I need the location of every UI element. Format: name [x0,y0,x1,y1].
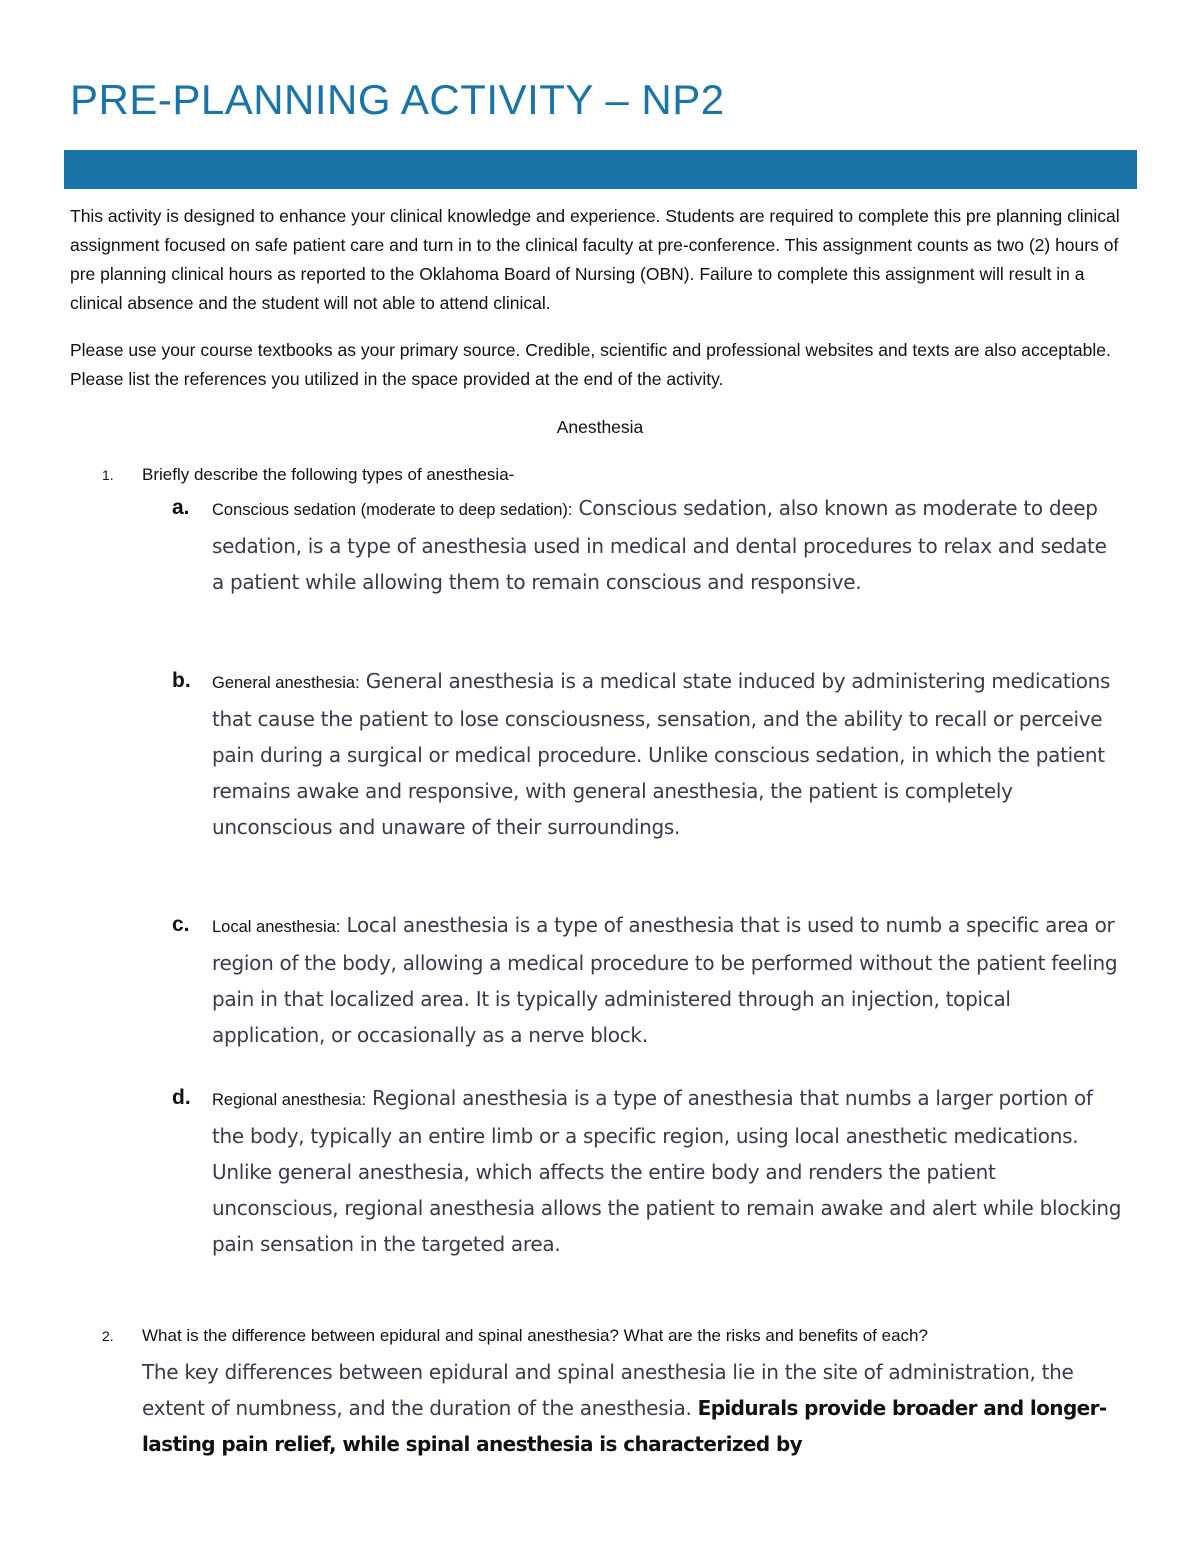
sub-item-body [212,490,1122,600]
sub-item-answer: Conscious sedation, also known as moderate to deep sedation, is a type of anesthesia used in medical and dental procedures to relax and sedate a patient while allowing them to remain conscious and responsive. [212,496,1107,594]
sub-item-answer: General anesthesia is a medical state induced by administering medications that cause the patient to lose consciousness, sensation, and the ability to recall or perceive pain during a surgical or medical procedure. Unlike conscious sedation, in which the patient remains awake and responsive, with general anesthesia, the patient is completely unconscious and unaware of their surroundings. [212,669,1111,839]
question-2 [102,1323,1122,1349]
question-text: Briefly describe the following types of anesthesia- [142,465,515,484]
question-number: 1. [102,467,114,483]
title-rule-bar [64,150,1137,189]
question-number: 2. [102,1328,114,1344]
sub-item-marker: d. [172,1086,191,1109]
sub-item-body [212,1080,1122,1262]
sub-item-answer: Regional anesthesia is a type of anesthesia that numbs a larger portion of the body, typically an entire limb or a specific region, using local anesthetic medications. Unlike general anesthesia, which affects the entire body and renders the patient unconscious, regional anesthesia allows the patient to remain awake and alert while blocking pain sensation in the targeted area. [212,1086,1122,1256]
sub-item-local-anesthesia [172,907,1122,1053]
answer-text: The key differences between epidural and spinal anesthesia lie in the site of administration, the extent of numbness, and the duration of the anesthesia. [142,1360,1074,1420]
intro-paragraph-2: Please use your course textbooks as your primary source. Credible, scientific and professional websites and texts are also acceptable. Please list the references you utilized in the space provided at the end of the activity. [70,340,1111,389]
sub-item-regional-anesthesia [172,1080,1122,1262]
sub-item-label: Local anesthesia: [212,918,341,936]
intro-paragraph-1: This activity is designed to enhance your clinical knowledge and experience. Students are required to complete this pre planning clinical assignment focused on safe patient care and turn in to the clinical faculty at pre-conference. This assignment counts as two (2) hours of pre planning clinical hours as reported to the Oklahoma Board of Nursing (OBN). Failure to complete this assignment will result in a clinical absence and the student will not able to attend clinical. [70,206,1120,313]
question-2-answer [142,1354,1132,1462]
sub-item-marker: a. [172,496,190,519]
answer-emphasis-text: Epidurals provide broader and longer-lasting pain relief, while spinal anesthesia is characterized by [142,1396,1107,1456]
sub-item-marker: c. [172,913,190,936]
sub-item-label: General anesthesia: [212,674,360,692]
sub-item-body [212,663,1122,845]
question-text: What is the difference between epidural and spinal anesthesia? What are the risks and benefits of each? [142,1326,928,1345]
page-title: PRE-PLANNING ACTIVITY – NP2 [70,76,725,123]
section-heading: Anesthesia [556,417,644,437]
sub-item-body [212,907,1122,1053]
sub-item-general-anesthesia [172,663,1122,845]
sub-item-answer: Local anesthesia is a type of anesthesia that is used to numb a specific area or region of the body, allowing a medical procedure to be performed without the patient feeling pain in that localized area. It is typically administered through an injection, topical application, or occasionally as a nerve block. [212,913,1118,1047]
sub-item-conscious-sedation [172,490,1122,600]
sub-item-label: Regional anesthesia: [212,1091,367,1109]
sub-item-marker: b. [172,669,191,692]
question-1 [102,462,1122,488]
sub-item-label: Conscious sedation (moderate to deep sedation): [212,501,573,519]
